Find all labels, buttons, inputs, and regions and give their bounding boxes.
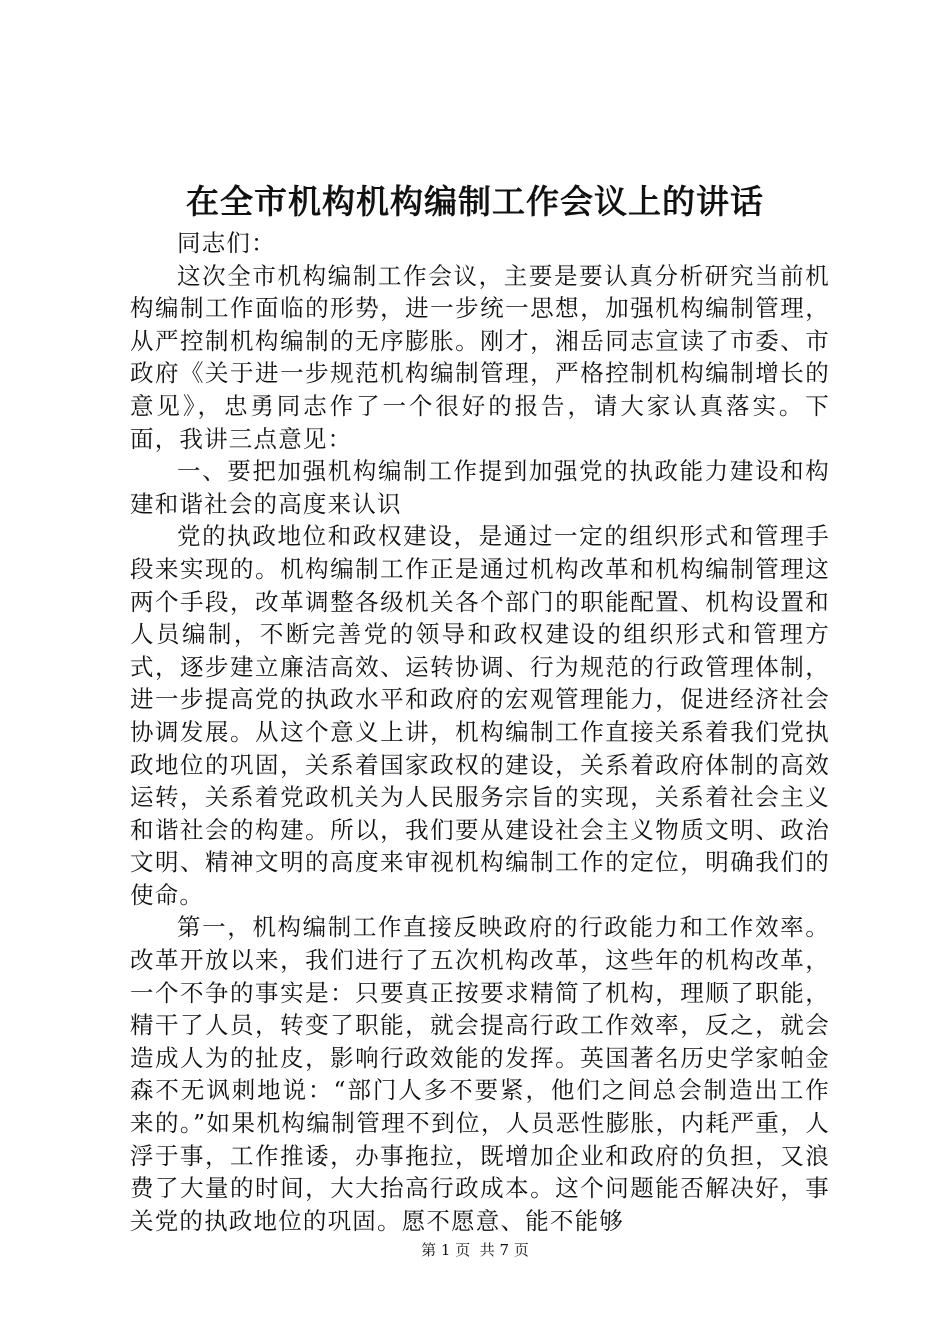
section-heading-1: 一、要把加强机构编制工作提到加强党的执政能力建设和构建和谐社会的高度来认识 — [130, 457, 830, 518]
body-paragraph: 第一，机构编制工作直接反映政府的行政能力和工作效率。改革开放以来，我们进行了五次机构改革，这些年的机构改革，一个不争的事实是：只要真正按要求精简了机构，理顺了职能，精干了人员，转变了职能，就会提高行政工作效率，反之，就会造成人为的扯皮，影响行政效能的发挥。英国著名历史学家帕金森不无讽刺地说：“部门人多不要紧，他们之间总会制造出工作来的。”如果机构编制管理不到位，人员恶性膨胀，内耗严重，人浮于事，工作推诿，办事拖拉，既增加企业和政府的负担，又浪费了大量的时间，大大抬高行政成本。这个问题能否解决好，事关党的执政地位的巩固。愿不愿意、能不能够 — [130, 913, 830, 1235]
page-number-label: 第 1 页 共 7 页 — [421, 1241, 529, 1259]
intro-paragraph: 这次全市机构编制工作会议，主要是要认真分析研究当前机构编制工作面临的形势，进一步统一思想，加强机构编制管理，从严控制机构编制的无序膨胀。刚才，湘岳同志宣读了市委、市政府《关于进一步规范机构编制管理，严格控制机构编制增长的意见》，忠勇同志作了一个很好的报告，请大家认真落实。下面，我讲三点意见： — [130, 261, 830, 453]
body-paragraph: 党的执政地位和政权建设，是通过一定的组织形式和管理手段来实现的。机构编制工作正是通过机构改革和机构编制管理这两个手段，改革调整各级机关各个部门的职能配置、机构设置和人员编制，不断完善党的领导和政权建设的组织形式和管理方式，逐步建立廉洁高效、运转协调、行为规范的行政管理体制，进一步提高党的执政水平和政府的宏观管理能力，促进经济社会协调发展。从这个意义上讲，机构编制工作直接关系着我们党执政地位的巩固，关系着国家政权的建设，关系着政府体制的高效运转，关系着党政机关为人民服务宗旨的实现，关系着社会主义和谐社会的构建。所以，我们要从建设社会主义物质文明、政治文明、精神文明的高度来审视机构编制工作的定位，明确我们的使命。 — [130, 522, 830, 909]
document-body — [130, 227, 830, 1237]
salutation-paragraph: 同志们： — [177, 229, 276, 257]
document-title: 在全市机构机构编制工作会议上的讲话 — [186, 182, 764, 221]
page-footer — [0, 1240, 950, 1260]
